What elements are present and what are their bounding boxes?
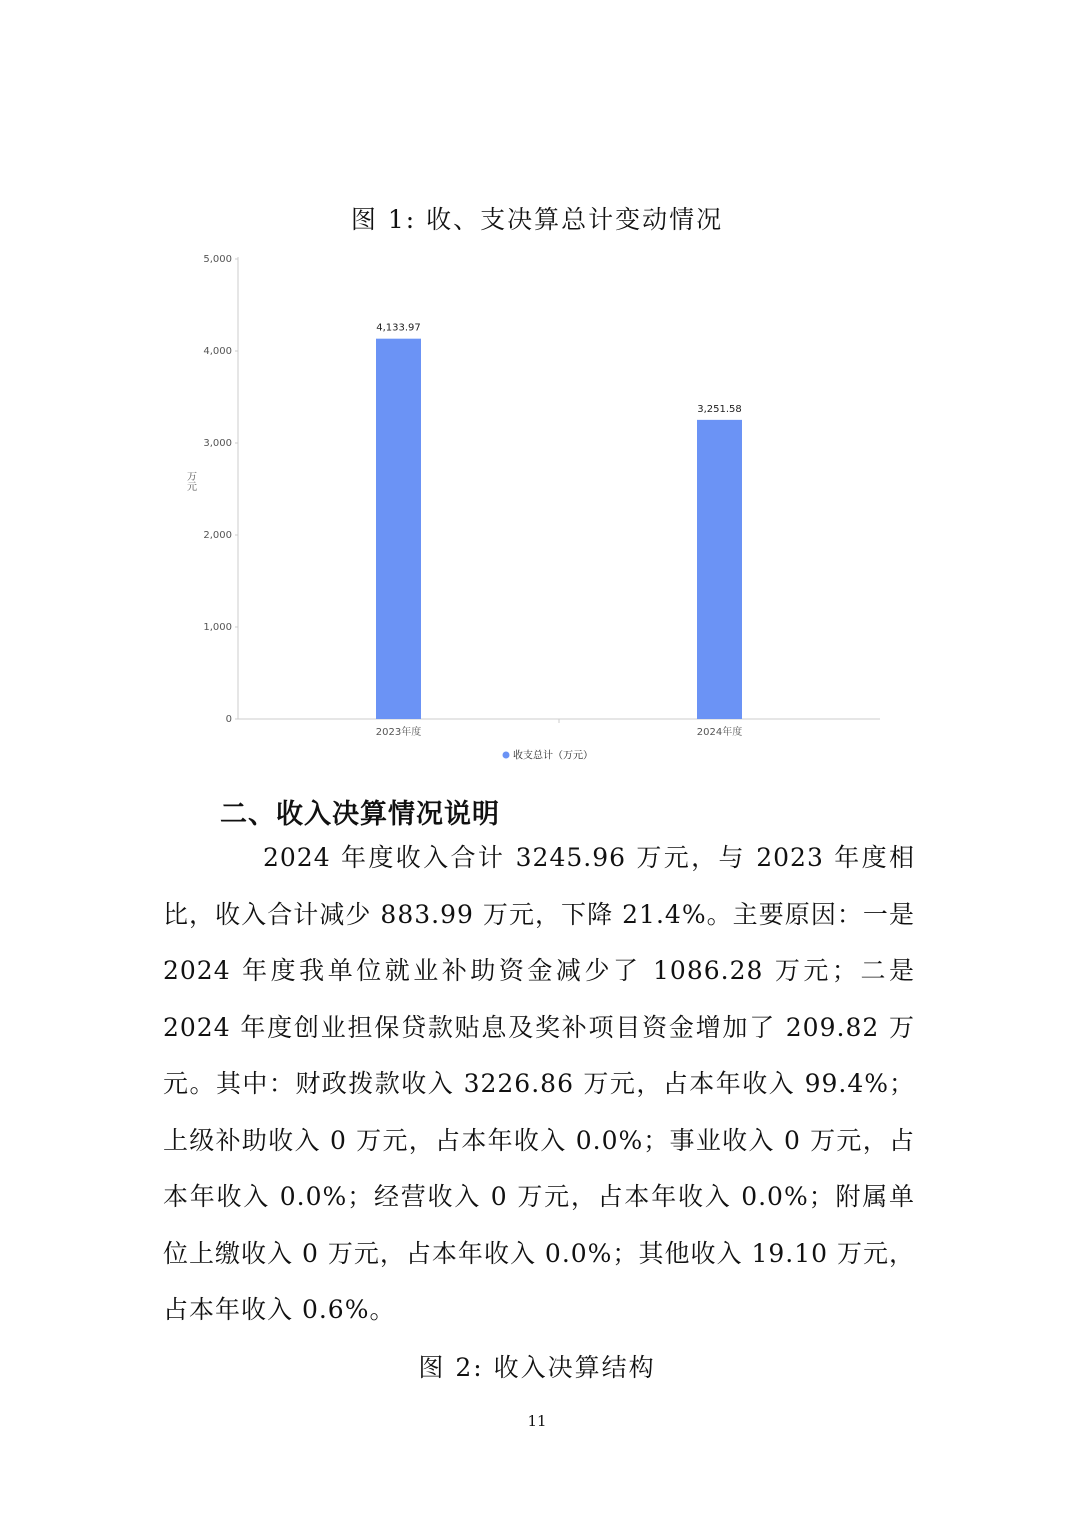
y-tick-label: 0 — [225, 714, 232, 725]
income-expense-bar-chart — [170, 245, 890, 775]
bar-value-label: 4,133.97 — [376, 322, 421, 334]
y-tick-label: 5,000 — [203, 254, 232, 265]
x-tick-label: 2023年度 — [375, 727, 422, 738]
y-axis-ticks — [203, 254, 238, 725]
y-tick-label: 1,000 — [203, 622, 232, 633]
y-axis-label: 万元 — [184, 471, 196, 491]
legend — [503, 749, 594, 762]
section-heading: 二、收入决算情况说明 — [220, 799, 500, 830]
body-paragraph: 2024 年度收入合计 3245.96 万元，与 2023 年度相比，收入合计减少 883.99 万元，下降 21.4%。主要原因：一是 2024 年度我单位就业补助资金减少了 1086.28 万元；二是 2024 年度创业担保贷款贴息及奖补项目资金增加了 209.82 万元。其中：财政拨款收入 3226.86 万元，占本年收入 99.4%；上级补助收入 0 万元，占本年收入 0.0%；事业收入 0 万元，占本年收入 0.0%；经营收入 0 万元，占本年收入 0.0%；附属单位上缴收入 0 万元，占本年收入 0.0%；其他收入 19.10 万元，占本年收入 0.6%。 — [163, 843, 915, 1324]
bar-1 — [376, 339, 421, 719]
x-axis-ticks — [376, 719, 742, 738]
bars — [376, 323, 742, 719]
y-tick-label: 3,000 — [203, 438, 232, 449]
y-tick-label: 4,000 — [203, 346, 232, 357]
legend-label: 收支总计（万元） — [513, 750, 593, 762]
figure-1-caption: 图 1: 收、支决算总计变动情况 — [350, 205, 724, 234]
bar-2 — [697, 420, 742, 719]
legend-swatch — [503, 752, 510, 759]
x-tick-label: 2024年度 — [696, 727, 743, 738]
page-number: 11 — [527, 1412, 547, 1430]
y-tick-label: 2,000 — [203, 530, 232, 541]
figure-2-caption: 图 2: 收入决算结构 — [418, 1353, 656, 1382]
bar-value-label: 3,251.58 — [697, 403, 742, 415]
